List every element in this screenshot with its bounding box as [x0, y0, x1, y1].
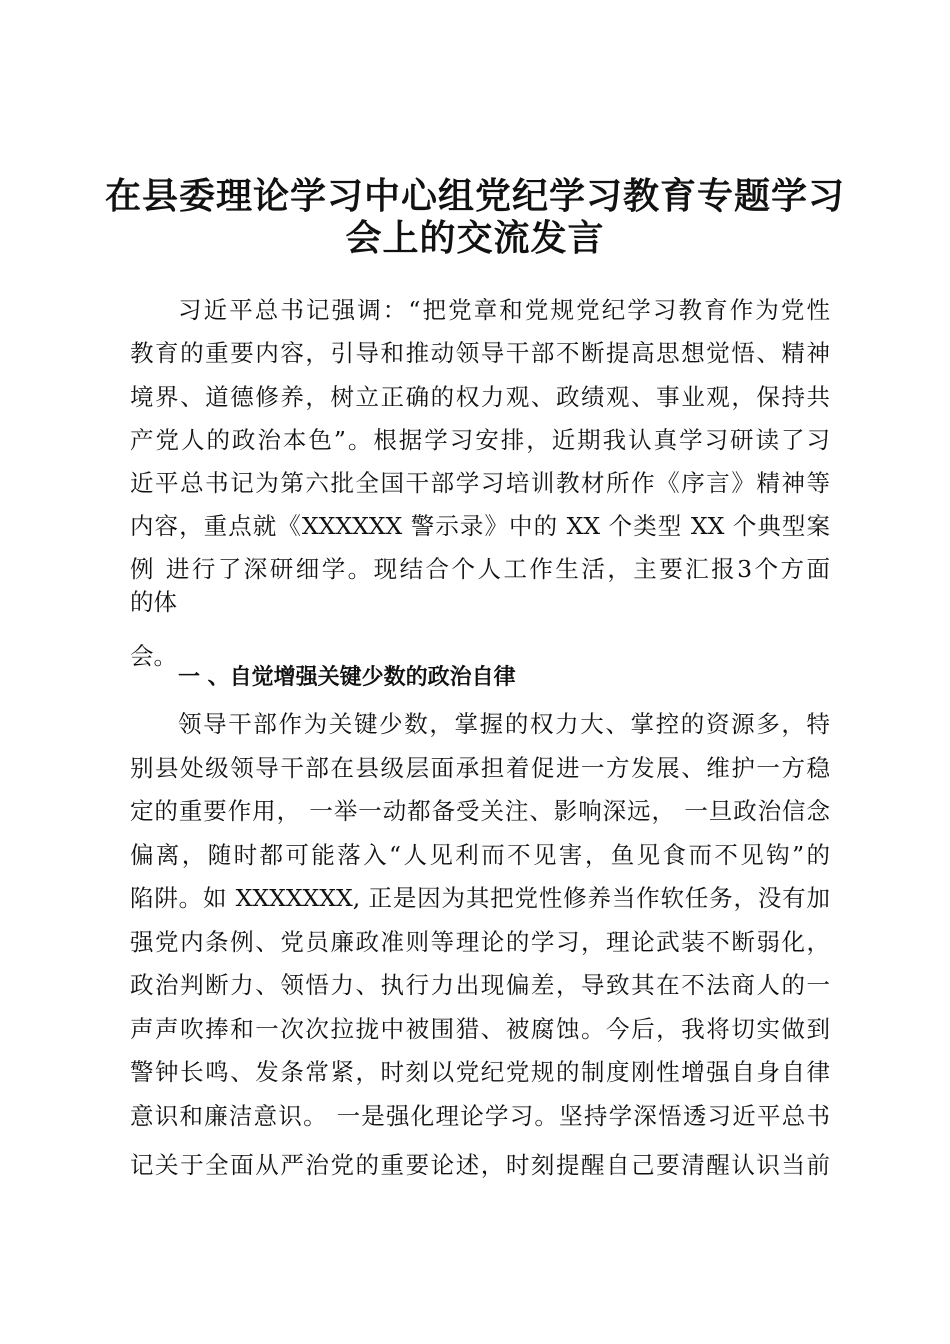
document-title-line-2: 会上的交流发言: [345, 218, 605, 259]
intro-line-6: 内容，重点就《XXXXXX 警示录》中的 XX 个类型 XX 个典型案: [130, 512, 830, 540]
section-1-line-2: 别县处级领导干部在县级层面承担着促进一方发展、维护一方稳: [130, 754, 830, 782]
intro-line-9: 会。: [130, 642, 177, 670]
section-1-line-10: 意识和廉洁意识。 一是强化理论学习。坚持学深悟透习近平总书: [130, 1102, 830, 1130]
section-1-line-5: 陷阱。如 XXXXXXX, 正是因为其把党性修养当作软任务，没有加: [130, 884, 830, 912]
intro-line-4: 产党人的政治本色”。根据学习安排，近期我认真学习研读了习: [130, 426, 830, 454]
section-1-line-7: 政治判断力、领悟力、执行力出现偏差，导致其在不法商人的一: [130, 971, 830, 999]
section-1-line-9: 警钟长鸣、发条常紧，时刻以党纪党规的制度刚性增强自身自律: [130, 1058, 830, 1086]
section-1-line-3: 定的重要作用， 一举一动都备受关注、影响深远， 一旦政治信念: [130, 797, 830, 825]
intro-line-7: 例 进行了深研细学。现结合个人工作生活，主要汇报3个方面: [130, 555, 830, 583]
section-1-heading: 一 、自觉增强关键少数的政治自律: [178, 665, 516, 690]
intro-line-8: 的体: [130, 588, 177, 616]
document-title-line-1: 在县委理论学习中心组党纪学习教育专题学习: [104, 176, 845, 217]
section-1-line-8: 声声吹捧和一次次拉拢中被围猎、被腐蚀。今后，我将切实做到: [130, 1015, 830, 1043]
intro-line-2: 教育的重要内容，引导和推动领导干部不断提高思想觉悟、精神: [130, 339, 830, 367]
section-1-line-1: 领导干部作为关键少数，掌握的权力大、掌控的资源多，特: [178, 710, 830, 738]
intro-line-5: 近平总书记为第六批全国干部学习培训教材所作《序言》精神等: [130, 469, 830, 497]
section-1-line-4: 偏离，随时都可能落入“人见利而不见害，鱼见食而不见钩”的: [130, 841, 830, 869]
intro-line-1: 习近平总书记强调：“把党章和党规党纪学习教育作为党性: [178, 296, 830, 324]
section-1-line-11: 记关于全面从严治党的重要论述，时刻提醒自己要清醒认识当前: [130, 1151, 830, 1179]
intro-line-3: 境界、道德修养，树立正确的权力观、政绩观、事业观，保持共: [130, 383, 830, 411]
section-1-line-6: 强党内条例、党员廉政准则等理论的学习，理论武装不断弱化，: [130, 928, 830, 956]
